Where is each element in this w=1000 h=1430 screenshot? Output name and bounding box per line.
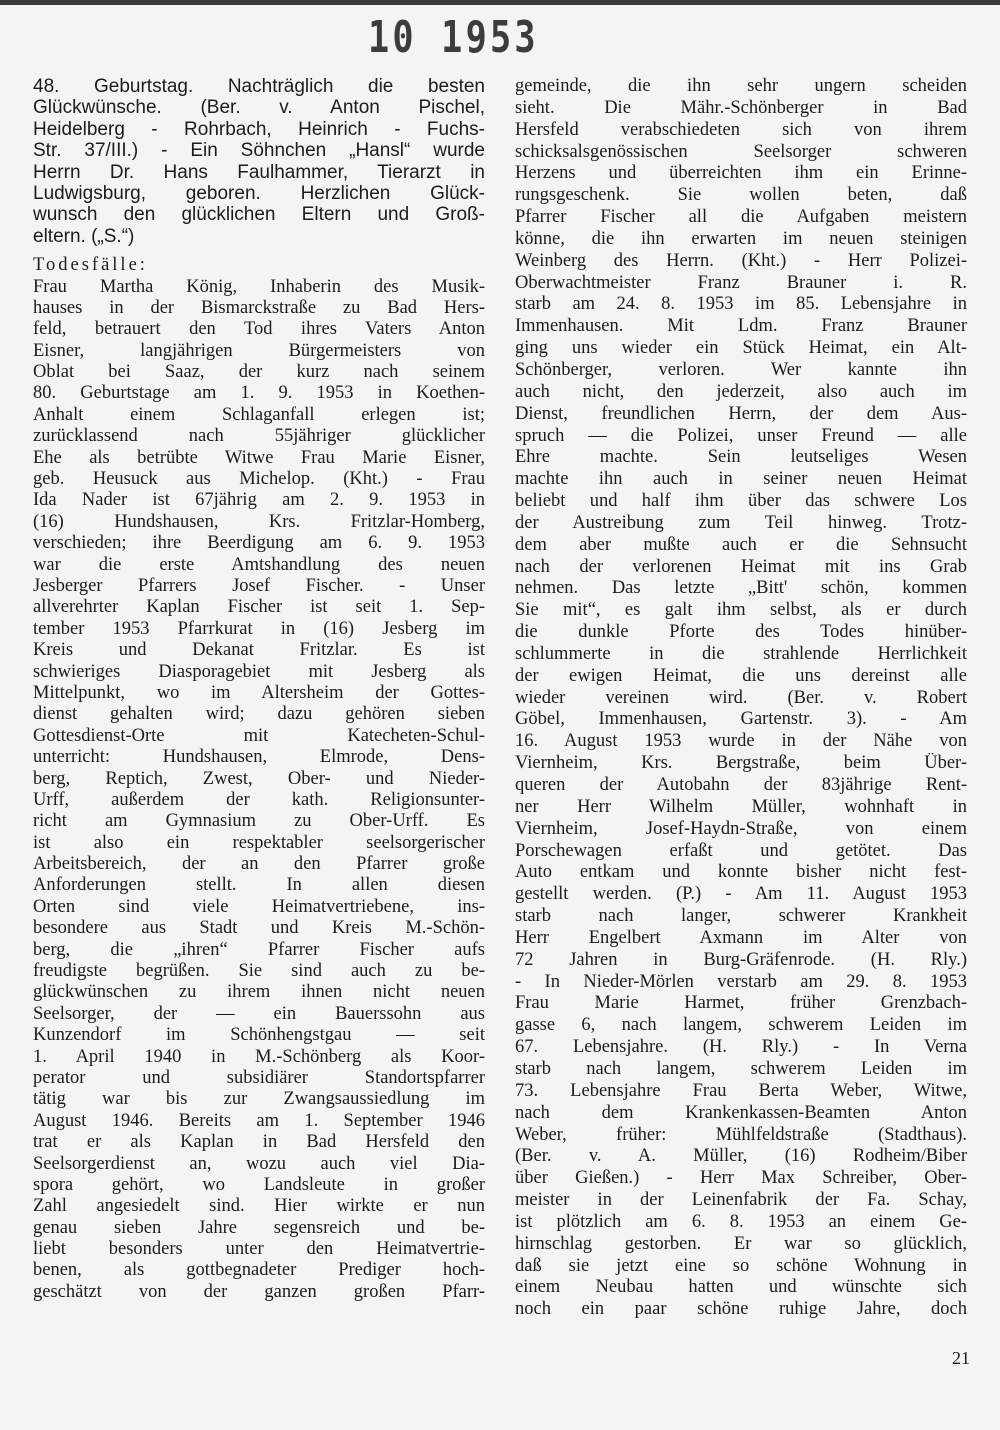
- text-line: Pfarrer Fischer all die Aufgaben meistern: [515, 207, 967, 228]
- text-line: Seelsorgerdienst an, wozu auch viel Dia-: [33, 1153, 485, 1174]
- text-line: gemeinde, die ihn sehr ungern scheiden: [515, 76, 967, 96]
- text-line: zurücklassend nach 55jähriger glücklicher: [33, 426, 485, 447]
- text-line: freudigste begrüßen. Sie sind auch zu be-: [33, 961, 485, 982]
- text-line: auch nicht, den jederzeit, also auch im: [515, 381, 967, 402]
- text-line: geschätzt von der ganzen großen Pfarr-: [33, 1281, 485, 1302]
- text-line: beliebt und half ihm über das schwere Los: [515, 491, 967, 512]
- text-line: Oberwachtmeister Franz Brauner i. R.: [515, 272, 967, 293]
- text-line: trat er als Kaplan in Bad Hersfeld den: [33, 1132, 485, 1153]
- text-line: Str. 37/III.) - Ein Söhnchen „Hansl“ wurde: [33, 140, 485, 162]
- text-line: Glückwünsche. (Ber. v. Anton Pischel,: [33, 97, 485, 119]
- text-line: Mittelpunkt, wo im Altersheim der Gottes-: [33, 682, 485, 703]
- text-line: Frau Marie Harmet, früher Grenzbach-: [515, 993, 967, 1014]
- text-line: der Austreibung zum Teil hinweg. Trotz-: [515, 512, 967, 533]
- text-line: spora gehört, wo Landsleute in großer: [33, 1174, 485, 1195]
- text-line: dem aber mußte auch er die Sehnsucht: [515, 534, 967, 555]
- left-column: [33, 76, 485, 1303]
- text-line: noch ein paar schöne ruhige Jahre, doch: [515, 1299, 967, 1320]
- text-line: benen, als gottbegnadeter Prediger hoch-: [33, 1260, 485, 1281]
- text-line: Oblat bei Saaz, der kurz nach seinem: [33, 362, 485, 383]
- text-line: queren der Autobahn der 83jährige Rent-: [515, 775, 967, 795]
- text-line: Urff, außerdem der kath. Religionsunter-: [33, 789, 485, 810]
- text-line: 72 Jahren in Burg-Gräfenrode. (H. Rly.): [515, 949, 967, 970]
- text-line: berg, die „ihren“ Pfarrer Fischer aufs: [33, 939, 485, 960]
- text-line: Anhalt einem Schlaganfall erlegen ist;: [33, 404, 485, 425]
- text-line: unterricht: Hundshausen, Elmrode, Dens-: [33, 747, 485, 768]
- text-line: Gottesdienst-Orte mit Katecheten-Schul-: [33, 725, 485, 746]
- text-line: verschieden; ihre Beerdigung am 6. 9. 1953: [33, 533, 485, 554]
- text-line: Heidelberg - Rohrbach, Heinrich - Fuchs-: [33, 118, 485, 140]
- text-line: Ehre machte. Sein leutseliges Wesen: [515, 447, 967, 468]
- text-line: der ewigen Heimat, die uns dereinst alle: [515, 665, 967, 686]
- text-line: 67. Lebensjahre. (H. Rly.) - In Verna: [515, 1037, 967, 1058]
- text-line: schwieriges Diasporagebiet mit Jesberg als: [33, 661, 485, 682]
- text-line: Zahl angesiedelt sind. Hier wirkte er nun: [33, 1196, 485, 1217]
- text-line: Herr Engelbert Axmann im Alter von: [515, 927, 967, 948]
- text-line: August 1946. Bereits am 1. September 1946: [33, 1110, 485, 1131]
- text-line: genau sieben Jahre segensreich und be-: [33, 1217, 485, 1238]
- text-line: glückwünschen zu ihrem ihnen nicht neuen: [33, 982, 485, 1003]
- text-line: Immenhausen. Mit Ldm. Franz Brauner: [515, 316, 967, 337]
- text-line: 73. Lebensjahre Frau Berta Weber, Witwe,: [515, 1080, 967, 1101]
- text-line: Ehe als betrübte Witwe Frau Marie Eisner,: [33, 447, 485, 468]
- text-line: Anforderungen stellt. In allen diesen: [33, 875, 485, 896]
- text-line: Herrn Dr. Hans Faulhammer, Tierarzt in: [33, 161, 485, 183]
- text-line: Seelsorger, der — ein Bauerssohn aus: [33, 1003, 485, 1024]
- text-line: Weinberg des Herrn. (Kht.) - Herr Polizei-: [515, 250, 967, 271]
- text-line: Arbeitsbereich, der an den Pfarrer große: [33, 854, 485, 875]
- text-line: dienst gehalten wird; dazu gehören sieben: [33, 704, 485, 725]
- text-line: sieht. Die Mähr.-Schönberger in Bad: [515, 97, 967, 118]
- text-line: berg, Reptich, Zwest, Ober- und Nieder-: [33, 768, 485, 789]
- text-line: besondere aus Stadt und Kreis M.-Schön-: [33, 918, 485, 939]
- text-line: Herzens und überreichten ihm ein Erinne-: [515, 163, 967, 184]
- text-line: 80. Geburtstage am 1. 9. 1953 in Koethen-: [33, 383, 485, 404]
- text-line: eltern. („S.“): [33, 225, 135, 247]
- text-line: starb nach langer, schwerer Krankheit: [515, 906, 967, 927]
- text-line: geb. Heusuck aus Michelop. (Kht.) - Frau: [33, 469, 485, 490]
- text-line: Porschewagen erfaßt und getötet. Das: [515, 840, 967, 861]
- text-line: nehmen. Das letzte „Bitt' schön, kommen: [515, 578, 967, 599]
- text-line: tember 1953 Pfarrkurat in (16) Jesberg im: [33, 618, 485, 639]
- text-line: Kunzendorf im Schönhengstgau — seit: [33, 1025, 485, 1046]
- text-line: gasse 6, nach langem, schwerem Leiden im: [515, 1015, 967, 1036]
- text-line: Jesberger Pfarrers Josef Fischer. - Unser: [33, 575, 485, 596]
- text-line: Ludwigsburg, geboren. Herzlichen Glück-: [33, 182, 485, 204]
- text-line: wunsch den glücklichen Eltern und Groß-: [33, 204, 485, 226]
- text-line: schicksalsgenössischen Seelsorger schweren: [515, 141, 967, 162]
- text-line: die dunkle Pforte des Todes hinüber-: [515, 622, 967, 643]
- text-line: ist plötzlich am 6. 8. 1953 an einem Ge-: [515, 1211, 967, 1232]
- text-line: Schönberger, verloren. Wer kannte ihn: [515, 359, 967, 380]
- text-line: allverehrter Kaplan Fischer ist seit 1. Sep-: [33, 597, 485, 618]
- text-line: Auto entkam und konnte bisher nicht fest-: [515, 862, 967, 883]
- text-line: 48. Geburtstag. Nachträglich die besten: [33, 76, 485, 97]
- text-line: schlummerte in die strahlende Herrlichkeit: [515, 643, 967, 664]
- text-line: Eisner, langjährigen Bürgermeisters von: [33, 340, 485, 361]
- date-stamp: 10 1953: [368, 12, 539, 63]
- text-line: liebt besonders unter den Heimatvertrie-: [33, 1239, 485, 1260]
- text-line: 16. August 1953 wurde in der Nähe von: [515, 731, 967, 752]
- text-line: Viernheim, Krs. Bergstraße, beim Über-: [515, 753, 967, 774]
- text-line: rungsgeschenk. Sie wollen beten, daß: [515, 185, 967, 206]
- birthday-section: [33, 76, 485, 247]
- text-line: richt am Gymnasium zu Ober-Urff. Es: [33, 811, 485, 832]
- text-line: Orten sind viele Heimatvertriebene, ins-: [33, 896, 485, 917]
- text-line: daß sie jetzt eine so schöne Wohnung in: [515, 1255, 967, 1276]
- text-line: feld, betrauert den Tod ihres Vaters Anton: [33, 319, 485, 340]
- text-line: Sie mit“, es galt ihm selbst, als er durch: [515, 600, 967, 621]
- text-line: (16) Hundshausen, Krs. Fritzlar-Homberg,: [33, 511, 485, 532]
- scan-top-edge: [0, 0, 1000, 5]
- text-line: hauses in der Bismarckstraße zu Bad Hers-: [33, 297, 485, 318]
- text-line: Hersfeld verabschiedeten sich von ihrem: [515, 119, 967, 140]
- text-line: 1. April 1940 in M.-Schönberg als Koor-: [33, 1046, 485, 1067]
- text-line: machte ihn auch in seiner neuen Heimat: [515, 469, 967, 490]
- text-line: Göbel, Immenhausen, Gartenstr. 3). - Am: [515, 709, 967, 730]
- text-line: wieder vereinen wird. (Ber. v. Robert: [515, 687, 967, 708]
- text-line: Weber, früher: Mühlfeldstraße (Stadthaus).: [515, 1124, 967, 1145]
- text-line: gestellt werden. (P.) - Am 11. August 1953: [515, 884, 967, 905]
- text-line: war die erste Amtshandlung des neuen: [33, 554, 485, 575]
- text-line: nach dem Krankenkassen-Beamten Anton: [515, 1102, 967, 1123]
- text-line: ist also ein respektabler seelsorgerischer: [33, 832, 485, 853]
- text-line: ner Herr Wilhelm Müller, wohnhaft in: [515, 796, 967, 817]
- text-line: hirnschlag gestorben. Er war so glücklich,: [515, 1233, 967, 1254]
- text-line: Dienst, freundlichen Herrn, der dem Aus-: [515, 403, 967, 424]
- text-line: Frau Martha König, Inhaberin des Musik-: [33, 276, 485, 297]
- text-line: könne, die ihn erwarten im neuen steinigen: [515, 228, 967, 249]
- text-line: perator und subsidiärer Standortspfarrer: [33, 1067, 485, 1088]
- text-line: starb am 24. 8. 1953 im 85. Lebensjahre in: [515, 294, 967, 315]
- section-heading-deaths: Todesfälle:: [33, 255, 148, 276]
- text-line: über Gießen.) - Herr Max Schreiber, Ober-: [515, 1168, 967, 1189]
- deaths-section: [33, 277, 485, 1304]
- text-line: Ida Nader ist 67jährig am 2. 9. 1953 in: [33, 490, 485, 511]
- text-line: - In Nieder-Mörlen verstarb am 29. 8. 1953: [515, 971, 967, 992]
- text-line: meister in der Leinenfabrik der Fa. Schay,: [515, 1190, 967, 1211]
- text-line: tätig war bis zur Zwangsaussiedlung im: [33, 1089, 485, 1110]
- right-column: [515, 76, 967, 1321]
- text-line: nach der verlorenen Heimat mit ins Grab: [515, 556, 967, 577]
- text-line: einem Neubau hatten und wünschte sich: [515, 1277, 967, 1298]
- text-line: (Ber. v. A. Müller, (16) Rodheim/Biber: [515, 1146, 967, 1167]
- page-number: 21: [952, 1348, 970, 1368]
- text-line: starb nach langem, schwerem Leiden im: [515, 1058, 967, 1079]
- text-line: Kreis und Dekanat Fritzlar. Es ist: [33, 640, 485, 661]
- text-line: ging uns wieder ein Stück Heimat, ein Alt-: [515, 338, 967, 359]
- text-line: spruch — die Polizei, unser Freund — alle: [515, 425, 967, 446]
- text-line: Viernheim, Josef-Haydn-Straße, von einem: [515, 818, 967, 839]
